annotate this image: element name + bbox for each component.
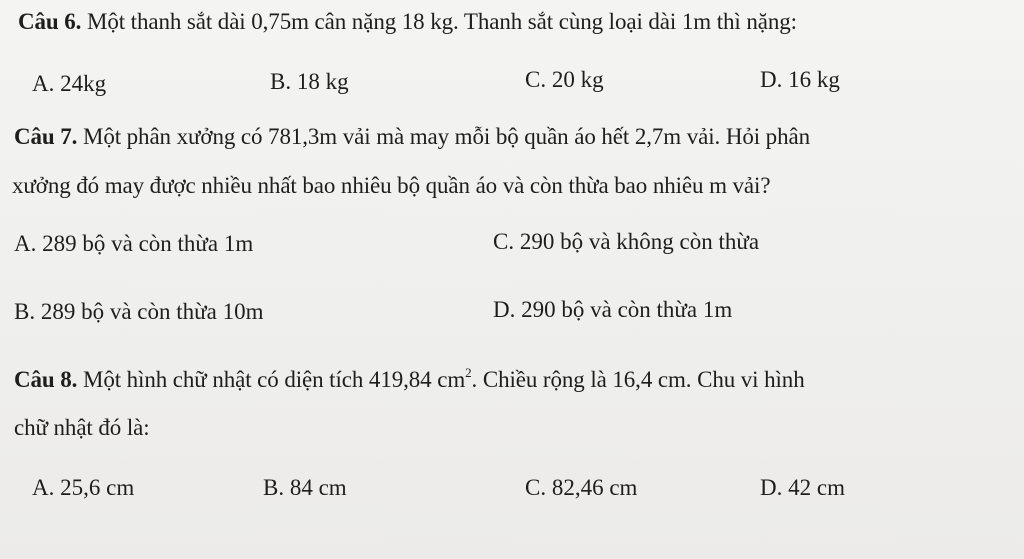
question-7-option-c: C. 290 bộ và không còn thừa: [493, 229, 760, 254]
question-7-option-b: B. 289 bộ và còn thừa 10m: [14, 299, 264, 324]
question-8-body-after: . Chiều rộng là 16,4 cm. Chu vi hình: [471, 367, 805, 392]
question-6-option-c: C. 20 kg: [525, 67, 604, 92]
question-7-text-line2: xưởng đó may được nhiều nhất bao nhiêu bộ quần áo và còn thừa bao nhiêu m vải?: [12, 173, 771, 198]
question-8-option-c: C. 82,46 cm: [525, 475, 638, 500]
question-6-text: [18, 8, 797, 36]
question-6-label: Câu 6.: [18, 9, 82, 34]
question-8-option-d: D. 42 cm: [760, 475, 845, 500]
question-6-option-a: A. 24kg: [32, 71, 107, 96]
question-7-text-line1: [14, 123, 810, 151]
question-6-option-d: D. 16 kg: [760, 67, 840, 92]
question-6-option-b: B. 18 kg: [270, 69, 349, 94]
question-7-body-line1: Một phân xưởng có 781,3m vải mà may mỗi bộ quần áo hết 2,7m vải. Hỏi phân: [77, 124, 810, 149]
question-8-body-before: Một hình chữ nhật có diện tích 419,84 cm: [77, 367, 466, 392]
question-8-option-b: B. 84 cm: [263, 475, 347, 500]
question-6-body: Một thanh sắt dài 0,75m cân nặng 18 kg. Thanh sắt cùng loại dài 1m thì nặng:: [81, 9, 797, 34]
question-8-label: Câu 8.: [14, 367, 78, 392]
question-8-superscript: 2: [465, 365, 472, 380]
question-8-text-line2: chữ nhật đó là:: [14, 415, 150, 440]
question-8-option-a: A. 25,6 cm: [32, 475, 135, 500]
question-8-text-line1: [14, 366, 805, 394]
question-7-label: Câu 7.: [14, 124, 78, 149]
question-7-option-d: D. 290 bộ và còn thừa 1m: [493, 297, 733, 322]
question-7-option-a: A. 289 bộ và còn thừa 1m: [14, 231, 254, 256]
